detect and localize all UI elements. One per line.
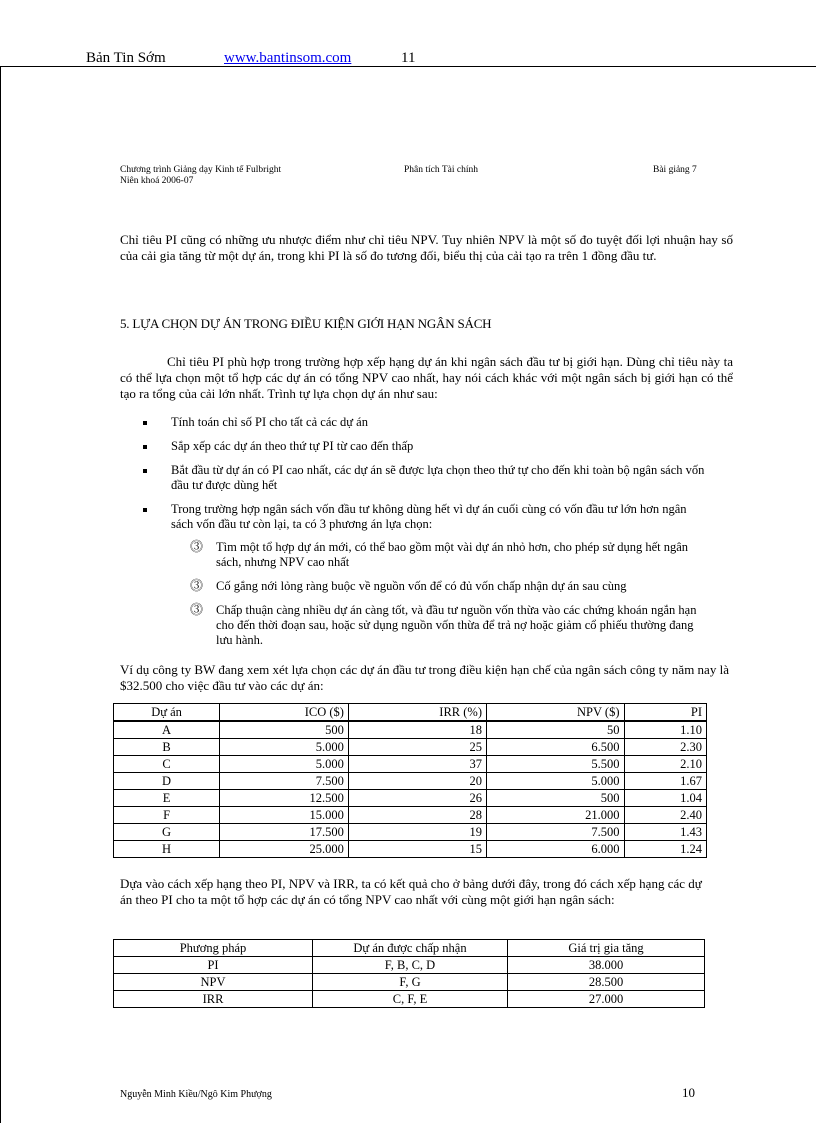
section-title: 5. LỰA CHỌN DỰ ÁN TRONG ĐIỀU KIỆN GIỚI HẠN NGÂN SÁCH <box>120 316 492 331</box>
table-header-row <box>114 704 707 722</box>
table-header-row <box>114 940 705 957</box>
header-project: Dự án <box>114 704 220 722</box>
site-page-number: 11 <box>401 50 416 66</box>
page-left-border <box>0 66 1 1123</box>
table-row: IRR C, F, E 27.000 <box>114 991 705 1008</box>
table-row: PI F, B, C, D 38.000 <box>114 957 705 974</box>
table-row: E 12.500 26 500 1.04 <box>114 790 707 807</box>
header-accepted: Dự án được chấp nhận <box>313 940 508 957</box>
list-item: Tính toán chỉ số PI cho tất cả các dự án <box>140 415 710 430</box>
course-program: Chương trình Giảng dạy Kinh tế Fulbright <box>120 165 282 175</box>
bullet-icon <box>143 445 147 449</box>
footer-page-number: 10 <box>682 1085 695 1100</box>
projects-table <box>113 703 707 858</box>
list-item: Bắt đầu từ dự án có PI cao nhất, các dự án sẽ được lựa chọn theo thứ tự cho đến khi toàn bộ ngân sách vốn đầu tư được dùng hết <box>140 463 710 493</box>
footer-authors: Nguyễn Minh Kiều/Ngô Kim Phượng <box>120 1089 272 1100</box>
circle-arrow-icon: ⓷ <box>190 539 204 554</box>
table-row: F 15.000 28 21.000 2.40 <box>114 807 707 824</box>
header-ico: ICO ($) <box>220 704 349 722</box>
example-paragraph: Ví dụ công ty BW đang xem xét lựa chọn các dự án đầu tư trong điều kiện hạn chế của ngân sách công ty năm nay là $32.500 cho việc đầu tư vào các dự án: <box>120 662 729 693</box>
bullet-icon <box>143 469 147 473</box>
table-row: NPV F, G 28.500 <box>114 974 705 991</box>
course-subject: Phân tích Tài chính <box>404 165 478 175</box>
list-item: Sắp xếp các dự án theo thứ tự PI từ cao đến thấp <box>140 439 710 454</box>
circle-arrow-icon: ⓷ <box>190 602 204 617</box>
list-item: ⓷ Chấp thuận càng nhiều dự án càng tốt, và đầu tư nguồn vốn thừa vào các chứng khoán ngắn hạn cho đến thời đoạn sau, hoặc sử dụng nguồn vốn thừa để trả nợ hoặc giảm cổ phiếu thường đang lưu hành. <box>190 602 697 647</box>
list-item: ⓷ Cố gắng nới lỏng ràng buộc về nguồn vốn để có đủ vốn chấp nhận dự án sau cùng <box>190 578 627 593</box>
ranking-table <box>113 939 705 1008</box>
section-paragraph: Chỉ tiêu PI phù hợp trong trường hợp xếp hạng dự án khi ngân sách đầu tư bị giới hạn. Dùng chỉ tiêu này ta có thể lựa chọn một tổ hợp các dự án có tổng NPV cao nhất, hay nói cách khác với một ngân sách bị giới hạn có thể tạo ra tổng của cải lớn nhất. Trình tự lựa chọn dự án như sau: <box>120 354 733 401</box>
procedure-list <box>140 415 710 541</box>
table-row: C 5.000 37 5.500 2.10 <box>114 756 707 773</box>
table-row: B 5.000 25 6.500 2.30 <box>114 739 707 756</box>
course-lecture: Bài giảng 7 <box>653 165 697 175</box>
intro-paragraph: Chỉ tiêu PI cũng có những ưu nhược điểm như chỉ tiêu NPV. Tuy nhiên NPV là một số đo tuyệt đối lợi nhuận hay số của cải gia tăng từ một dự án, trong khi PI là số đo tương đối, biểu thị của cải tạo ra trên 1 đồng đầu tư. <box>120 232 733 263</box>
options-list <box>190 540 710 657</box>
bullet-icon <box>143 508 147 512</box>
site-url-link[interactable]: www.bantinsom.com <box>224 50 352 66</box>
list-item: ⓷ Tìm một tổ hợp dự án mới, có thể bao gồm một vài dự án nhỏ hơn, cho phép sử dụng hết ngân sách, nhưng NPV cao nhất <box>190 539 689 569</box>
table-row: D 7.500 20 5.000 1.67 <box>114 773 707 790</box>
header-method: Phương pháp <box>114 940 313 957</box>
header-irr: IRR (%) <box>348 704 486 722</box>
list-item: Trong trường hợp ngân sách vốn đầu tư không dùng hết vì dự án cuối cùng có vốn đầu tư lớn hơn ngân sách vốn đầu tư còn lại, ta có 3 phương án lựa chọn: <box>140 502 710 532</box>
course-year: Niên khoá 2006-07 <box>120 176 194 186</box>
circle-arrow-icon: ⓷ <box>190 578 204 593</box>
table-row: H 25.000 15 6.000 1.24 <box>114 841 707 858</box>
bullet-icon <box>143 421 147 425</box>
ranking-paragraph: Dựa vào cách xếp hạng theo PI, NPV và IRR, ta có kết quả cho ở bảng dưới đây, trong đó cách xếp hạng các dự án theo PI cho ta một tổ hợp các dự án có tổng NPV cao nhất với cùng một giới hạn ngân sách: <box>120 876 702 907</box>
header-pi: PI <box>624 704 707 722</box>
header-value-added: Giá trị gia tăng <box>508 940 705 957</box>
table-row: A 500 18 50 1.10 <box>114 721 707 739</box>
site-name: Bản Tin Sớm <box>86 50 166 66</box>
header-npv: NPV ($) <box>487 704 625 722</box>
table-row: G 17.500 19 7.500 1.43 <box>114 824 707 841</box>
